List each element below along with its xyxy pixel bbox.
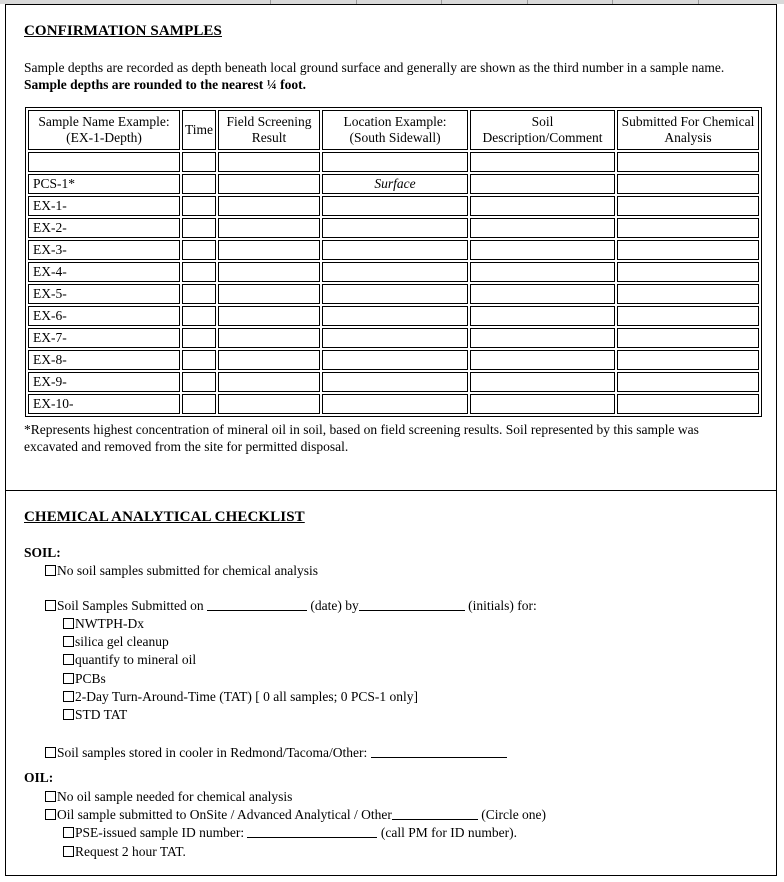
cell-soil-description[interactable]	[470, 218, 615, 238]
cell-sample-name[interactable]: EX-7-	[28, 328, 180, 348]
cell-field-screening[interactable]	[218, 196, 320, 216]
cell-submitted[interactable]	[617, 174, 759, 194]
cell-time[interactable]	[182, 328, 216, 348]
other-lab-blank[interactable]	[392, 807, 478, 820]
pse-id-option[interactable]	[63, 824, 517, 841]
cell-location[interactable]	[322, 350, 468, 370]
initials-blank[interactable]	[359, 598, 465, 611]
table-row	[28, 394, 759, 414]
cell-location[interactable]	[322, 372, 468, 392]
confirmation-samples-table	[25, 107, 762, 417]
analysis-option[interactable]	[63, 670, 106, 687]
cell-submitted[interactable]	[617, 372, 759, 392]
cell-submitted[interactable]	[617, 328, 759, 348]
checkbox[interactable]	[63, 691, 74, 702]
analysis-option[interactable]	[63, 688, 418, 705]
cell-time[interactable]	[182, 306, 216, 326]
cell-soil-description[interactable]	[470, 240, 615, 260]
col-header-soil-description: Soil Description/Comment	[470, 110, 615, 150]
request-tat-option[interactable]	[63, 843, 186, 860]
cell-submitted[interactable]	[617, 218, 759, 238]
cell-field-screening[interactable]	[218, 350, 320, 370]
cell-submitted[interactable]	[617, 152, 759, 172]
cell-field-screening[interactable]	[218, 394, 320, 414]
cell-location[interactable]	[322, 394, 468, 414]
cell-location[interactable]	[322, 240, 468, 260]
chemical-checklist-heading: CHEMICAL ANALYTICAL CHECKLIST	[24, 509, 305, 525]
cell-soil-description[interactable]	[470, 196, 615, 216]
cell-soil-description[interactable]	[470, 152, 615, 172]
cell-location[interactable]	[322, 328, 468, 348]
analysis-label: STD TAT	[75, 707, 128, 722]
cell-time[interactable]	[182, 372, 216, 392]
cell-soil-description[interactable]	[470, 284, 615, 304]
cell-submitted[interactable]	[617, 262, 759, 282]
cell-time[interactable]	[182, 218, 216, 238]
cell-field-screening[interactable]	[218, 328, 320, 348]
footnote: *Represents highest concentration of mineral oil in soil, based on field screening results. Soil represented by this sample was excavated and removed from the site for permitted disposal.	[24, 422, 699, 454]
cell-location[interactable]	[322, 262, 468, 282]
cell-sample-name[interactable]: PCS-1*	[28, 174, 180, 194]
sample-id-blank[interactable]	[247, 825, 377, 838]
checkbox[interactable]	[63, 654, 74, 665]
intro-bold-text: Sample depths are rounded to the nearest ¼ foot.	[24, 77, 307, 92]
pse-id-text: PSE-issued sample ID number:	[75, 825, 245, 840]
cell-time[interactable]	[182, 350, 216, 370]
cell-submitted[interactable]	[617, 196, 759, 216]
col-header-field-screening: Field Screening Result	[218, 110, 320, 150]
oil-submitted-text: Oil sample submitted to OnSite / Advanced Analytical / Other	[57, 807, 392, 822]
cell-location[interactable]	[322, 196, 468, 216]
cell-time[interactable]	[182, 240, 216, 260]
checkbox[interactable]	[45, 565, 56, 576]
checkbox[interactable]	[45, 747, 56, 758]
cell-soil-description[interactable]	[470, 328, 615, 348]
request-tat-text: Request 2 hour TAT.	[75, 844, 186, 859]
soil-submitted-prefix: Soil Samples Submitted on	[57, 598, 204, 613]
analysis-label: silica gel cleanup	[75, 634, 169, 649]
cell-sample-name[interactable]: EX-5-	[28, 284, 180, 304]
cell-sample-name[interactable]: EX-3-	[28, 240, 180, 260]
checkbox[interactable]	[45, 809, 56, 820]
analysis-option[interactable]	[63, 706, 127, 723]
analysis-label: quantify to mineral oil	[75, 652, 197, 667]
soil-label: SOIL:	[24, 545, 61, 560]
checkbox[interactable]	[45, 791, 56, 802]
analysis-option[interactable]	[63, 651, 196, 668]
cell-sample-name[interactable]: EX-6-	[28, 306, 180, 326]
cell-soil-description[interactable]	[470, 262, 615, 282]
cell-time[interactable]	[182, 394, 216, 414]
table-row	[28, 196, 759, 216]
col-header-submitted: Submitted For Chemical Analysis	[617, 110, 759, 150]
cell-location[interactable]	[322, 218, 468, 238]
oil-none-text: No oil sample needed for chemical analysis	[57, 789, 293, 804]
cell-field-screening[interactable]	[218, 372, 320, 392]
cell-location[interactable]	[322, 152, 468, 172]
oil-label: OIL:	[24, 770, 54, 785]
cell-soil-description[interactable]	[470, 394, 615, 414]
table-row	[28, 174, 759, 194]
soil-stored-text: Soil samples stored in cooler in Redmond/Tacoma/Other:	[57, 745, 368, 760]
confirmation-samples-heading: CONFIRMATION SAMPLES	[24, 23, 222, 39]
cell-sample-name[interactable]: EX-4-	[28, 262, 180, 282]
soil-none-text: No soil samples submitted for chemical analysis	[57, 563, 318, 578]
soil-submitted-date-label: (date) by	[310, 598, 359, 613]
date-blank[interactable]	[207, 598, 307, 611]
cell-time[interactable]	[182, 152, 216, 172]
col-header-location: Location Example: (South Sidewall)	[322, 110, 468, 150]
cell-field-screening[interactable]	[218, 262, 320, 282]
checkbox[interactable]	[63, 673, 74, 684]
oil-submitted-option[interactable]	[45, 806, 546, 823]
cell-field-screening[interactable]	[218, 240, 320, 260]
cell-location[interactable]: Surface	[322, 174, 468, 194]
cell-sample-name[interactable]	[28, 152, 180, 172]
table-row	[28, 284, 759, 304]
cell-sample-name[interactable]: EX-10-	[28, 394, 180, 414]
cell-location[interactable]	[322, 284, 468, 304]
cell-submitted[interactable]	[617, 394, 759, 414]
cell-submitted[interactable]	[617, 350, 759, 370]
soil-none-option[interactable]	[45, 562, 318, 579]
table-row	[28, 152, 759, 172]
oil-submitted-suffix: (Circle one)	[481, 807, 547, 822]
cell-sample-name[interactable]: EX-1-	[28, 196, 180, 216]
cell-soil-description[interactable]	[470, 372, 615, 392]
cell-field-screening[interactable]	[218, 284, 320, 304]
cell-field-screening[interactable]	[218, 218, 320, 238]
checkbox[interactable]	[63, 846, 74, 857]
cell-time[interactable]	[182, 284, 216, 304]
cell-submitted[interactable]	[617, 306, 759, 326]
analysis-option[interactable]	[63, 633, 169, 650]
table-row	[28, 372, 759, 392]
table-row	[28, 328, 759, 348]
cell-time[interactable]	[182, 262, 216, 282]
cell-field-screening[interactable]	[218, 152, 320, 172]
table-row	[28, 218, 759, 238]
cell-location[interactable]	[322, 306, 468, 326]
soil-stored-option[interactable]	[45, 744, 507, 761]
checkbox[interactable]	[63, 709, 74, 720]
cell-time[interactable]	[182, 196, 216, 216]
cell-field-screening[interactable]	[218, 306, 320, 326]
soil-submitted-initials-label: (initials) for:	[468, 598, 537, 613]
pse-id-suffix: (call PM for ID number).	[380, 825, 517, 840]
table-row	[28, 306, 759, 326]
table-row	[28, 262, 759, 282]
table-row	[28, 240, 759, 260]
col-header-time: Time	[182, 110, 216, 150]
cell-field-screening[interactable]	[218, 174, 320, 194]
cell-time[interactable]	[182, 174, 216, 194]
checkbox[interactable]	[63, 636, 74, 647]
soil-submitted-option[interactable]	[45, 597, 537, 614]
section-divider	[5, 490, 777, 491]
cell-soil-description[interactable]	[470, 350, 615, 370]
analysis-option[interactable]	[63, 615, 144, 632]
checkbox[interactable]	[63, 827, 74, 838]
oil-none-option[interactable]	[45, 788, 292, 805]
cell-sample-name[interactable]: EX-2-	[28, 218, 180, 238]
cell-sample-name[interactable]: EX-8-	[28, 350, 180, 370]
analysis-label: PCBs	[75, 671, 106, 686]
table-header-row	[28, 110, 759, 150]
col-header-sample-name: Sample Name Example: (EX-1-Depth)	[28, 110, 180, 150]
cell-soil-description[interactable]	[470, 306, 615, 326]
checkbox[interactable]	[63, 618, 74, 629]
checkbox[interactable]	[45, 600, 56, 611]
cell-soil-description[interactable]	[470, 174, 615, 194]
cell-submitted[interactable]	[617, 284, 759, 304]
location-blank[interactable]	[371, 745, 507, 758]
table-row	[28, 350, 759, 370]
cell-sample-name[interactable]: EX-9-	[28, 372, 180, 392]
analysis-label: 2-Day Turn-Around-Time (TAT) [ 0 all samples; 0 PCS-1 only]	[75, 689, 419, 704]
analysis-label: NWTPH-Dx	[75, 616, 144, 631]
intro-paragraph	[24, 59, 754, 93]
intro-text: Sample depths are recorded as depth beneath local ground surface and generally are shown as the third number in a sample name.	[24, 60, 725, 75]
cell-submitted[interactable]	[617, 240, 759, 260]
